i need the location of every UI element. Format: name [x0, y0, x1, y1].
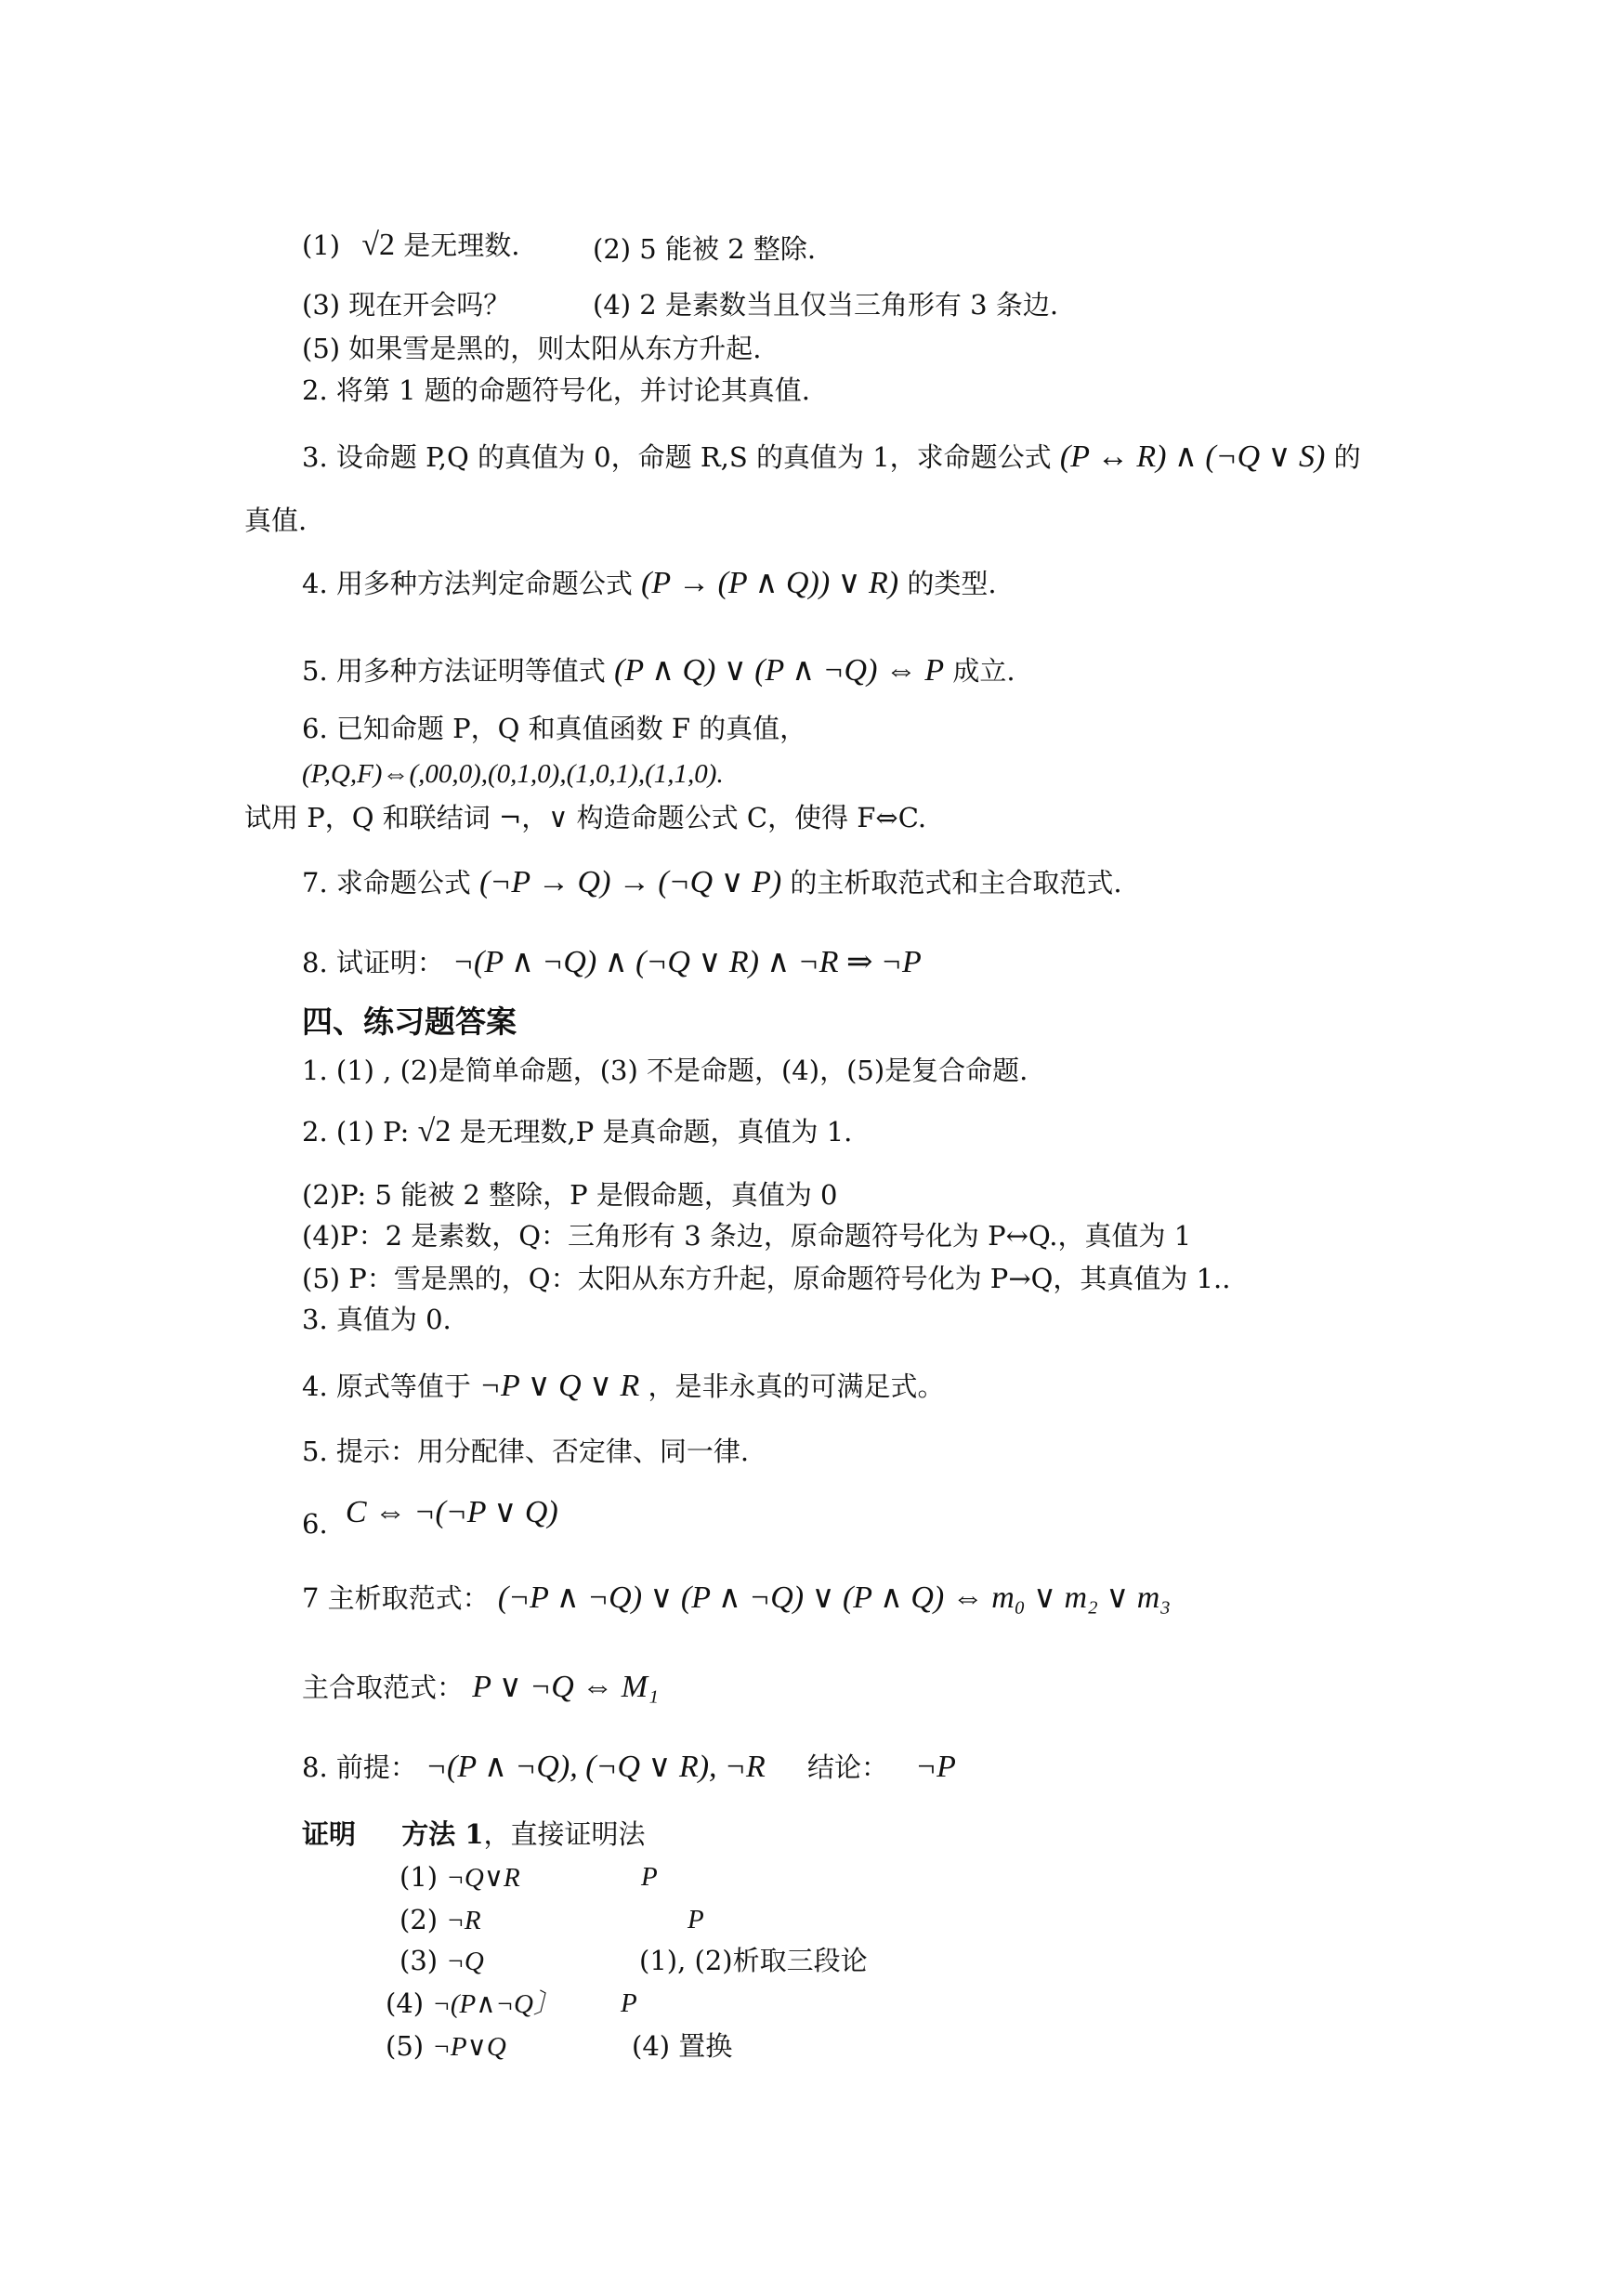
exercise-1-3: (3) 现在开会吗？	[302, 289, 511, 321]
exercise-3-continued: 真值.	[244, 505, 308, 536]
answer-8-text: 8. 前提：	[302, 1751, 417, 1783]
answers-heading: 四、练习题答案	[302, 1003, 517, 1040]
answer-4-formula: ¬P ∨ Q ∨ R	[479, 1369, 640, 1403]
step-number: (1)	[399, 1861, 439, 1893]
proof-step-3-reason: (1), (2)析取三段论	[639, 1945, 868, 1976]
step-number: (2)	[399, 1904, 439, 1935]
exercise-1-5: (5) 如果雪是黑的，则太阳从东方升起.	[302, 333, 762, 364]
exercise-3-suffix: 的	[1333, 441, 1361, 473]
answer-8-conclusion-label: 结论：	[806, 1751, 888, 1783]
exercise-7-formula: (¬P → Q) → (¬Q ∨ P)	[479, 865, 782, 899]
exercise-8	[302, 944, 922, 981]
answer-2-4: (4)P：2 是素数，Q：三角形有 3 条边，原命题符号化为 P↔Q.，真值为 1	[302, 1220, 1192, 1252]
sqrt2-math: √2	[361, 228, 395, 262]
answer-7b-text: 主合取范式：	[302, 1672, 465, 1703]
step-formula: ¬Q	[446, 1947, 484, 1976]
answer-3: 3. 真值为 0.	[302, 1304, 452, 1335]
proof-step-1-reason: P	[641, 1862, 658, 1892]
answer-1: 1. (1) , (2)是简单命题，(3) 不是命题，(4)，(5)是复合命题.	[302, 1055, 1028, 1086]
answer-2-1-prefix: 2. (1) P:	[302, 1116, 410, 1148]
proof-label: 证明	[302, 1818, 357, 1850]
exercise-7	[302, 864, 1122, 901]
answer-4-text: 4. 原式等值于	[302, 1371, 471, 1402]
proof-step-5	[386, 2027, 506, 2066]
exercise-4-text: 4. 用多种方法判定命题公式	[302, 568, 633, 599]
exercise-6-continued: 试用 P，Q 和联结词 ¬，∨ 构造命题公式 C，使得 F⇔C.	[244, 802, 927, 833]
answer-4	[302, 1368, 945, 1405]
proof-step-3	[399, 1942, 484, 1980]
exercise-6-values: (P,Q,F)⇔(,00,0),(0,1,0),(1,0,1),(1,1,0).	[302, 759, 724, 789]
exercise-5-suffix: 成立.	[952, 655, 1015, 687]
exercise-8-text: 8. 试证明：	[302, 947, 444, 978]
answer-6-formula: C ⇔ ¬(¬P ∨ Q)	[345, 1495, 558, 1529]
proof-step-2-reason: P	[688, 1905, 704, 1934]
step-formula: ¬(P∧¬Q〕	[432, 1989, 560, 2019]
method-label: 方法 1	[401, 1818, 484, 1850]
exercise-5-formula: (P ∧ Q) ∨ (P ∧ ¬Q) ⇔ P	[614, 653, 945, 688]
proof-step-1	[399, 1858, 520, 1896]
exercise-2: 2. 将第 1 题的命题符号化，并讨论其真值.	[302, 374, 810, 406]
exercise-7-text: 7. 求命题公式	[302, 867, 471, 898]
step-formula: ¬R	[446, 1906, 481, 1935]
exercise-1-1	[302, 227, 519, 264]
answer-8-premises: ¬(P ∧ ¬Q), (¬Q ∨ R), ¬R	[426, 1750, 766, 1784]
exercise-7-suffix: 的主析取范式和主合取范式.	[790, 867, 1122, 898]
item-text: 是无理数.	[403, 230, 520, 261]
proof-step-5-reason: (4) 置换	[632, 2030, 733, 2062]
answer-5: 5. 提示：用分配律、否定律、同一律.	[302, 1436, 750, 1467]
answer-8-conclusion: ¬P	[915, 1750, 956, 1784]
answer-2-2: (2)P: 5 能被 2 整除，P 是假命题，真值为 0	[302, 1179, 838, 1211]
sqrt2-math: √2	[417, 1114, 452, 1148]
exercise-4-suffix: 的类型.	[907, 568, 997, 599]
exercise-1-4: (4) 2 是素数当且仅当三角形有 3 条边.	[593, 289, 1059, 321]
exercise-5	[302, 652, 1015, 689]
proof-step-2	[399, 1901, 481, 1939]
method-description: ，直接证明法	[483, 1818, 646, 1850]
step-number: (5)	[386, 2030, 425, 2062]
step-formula: ¬P∨Q	[432, 2032, 506, 2062]
answer-8	[302, 1749, 956, 1786]
answer-7b-formula: P ∨ ¬Q ⇔ M₁	[472, 1670, 659, 1704]
answer-4-suffix: ，是非永真的可满足式。	[648, 1371, 945, 1402]
answer-2-5: (5) P：雪是黑的，Q：太阳从东方升起，原命题符号化为 P→Q，其真值为 1..	[302, 1263, 1231, 1294]
exercise-4-formula: (P → (P ∧ Q)) ∨ R)	[641, 566, 899, 600]
answer-6-number: 6.	[302, 1508, 328, 1540]
answer-2-1-text: 是无理数,P 是真命题，真值为 1.	[459, 1116, 853, 1148]
exercise-3-formula: (P ↔ R) ∧ (¬Q ∨ S)	[1059, 439, 1326, 474]
item-number: (1)	[302, 230, 341, 261]
proof-header	[302, 1816, 646, 1853]
proof-step-4	[386, 1985, 560, 2023]
exercise-6: 6. 已知命题 P，Q 和真值函数 F 的真值，	[302, 713, 807, 744]
step-formula: ¬Q∨R	[446, 1863, 520, 1893]
answer-7	[302, 1580, 1171, 1617]
answer-7-text: 7 主析取范式：	[302, 1582, 490, 1614]
answer-7b	[302, 1669, 659, 1706]
step-number: (4)	[386, 1987, 425, 2019]
exercise-8-formula: ¬(P ∧ ¬Q) ∧ (¬Q ∨ R) ∧ ¬R ⇒ ¬P	[452, 945, 922, 979]
step-number: (3)	[399, 1945, 439, 1976]
answer-6	[302, 1494, 558, 1540]
answer-2-1	[302, 1113, 852, 1150]
exercise-5-text: 5. 用多种方法证明等值式	[302, 655, 606, 687]
proof-step-4-reason: P	[621, 1988, 637, 2018]
answer-7-formula: (¬P ∧ ¬Q) ∨ (P ∧ ¬Q) ∨ (P ∧ Q) ⇔ m₀ ∨ m₂ ∨ m₃	[497, 1580, 1172, 1615]
exercise-3	[302, 439, 1361, 476]
exercise-1-2: (2) 5 能被 2 整除.	[593, 233, 817, 265]
exercise-3-text: 3. 设命题 P,Q 的真值为 0，命题 R,S 的真值为 1，求命题公式	[302, 441, 1052, 473]
exercise-4	[302, 565, 997, 602]
